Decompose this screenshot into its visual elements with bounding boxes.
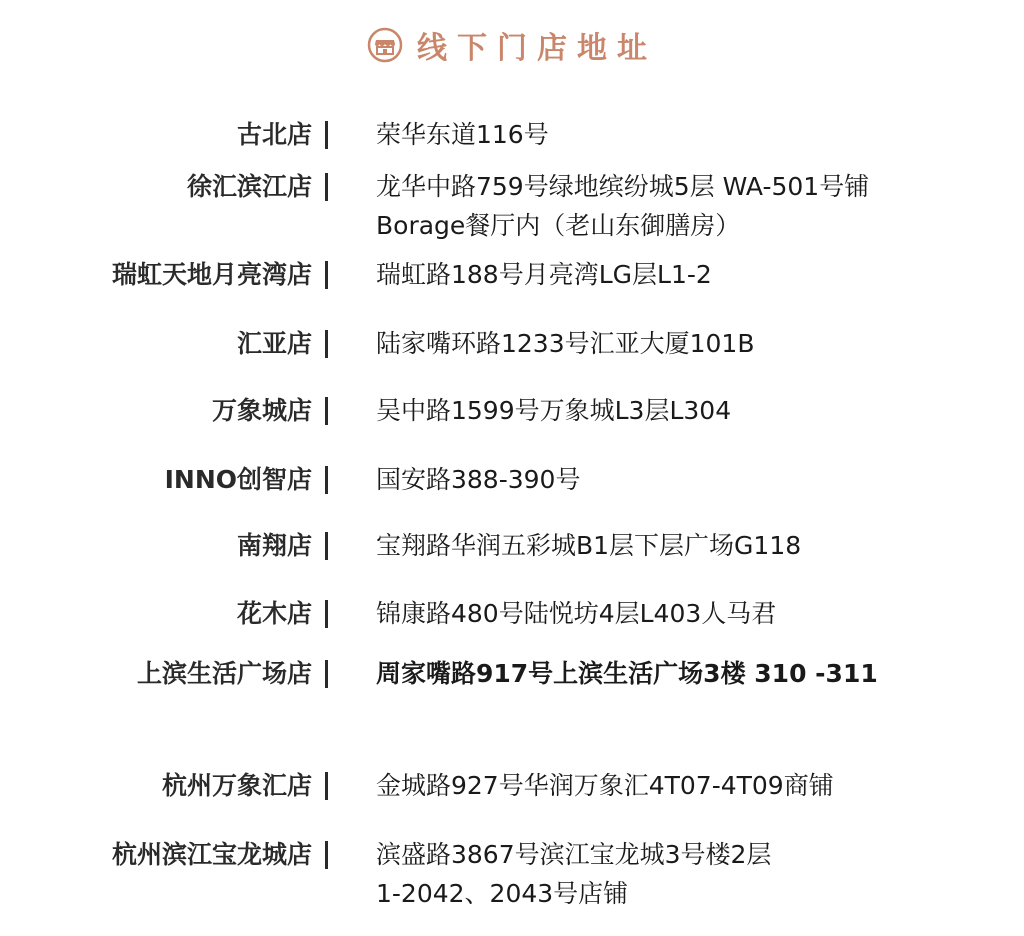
- address-line: 瑞虹路188号月亮湾LG层L1-2: [376, 260, 712, 289]
- separator: [325, 261, 328, 289]
- store-name: 南翔店: [236, 531, 312, 560]
- address-line: 滨盛路3867号滨江宝龙城3号楼2层: [376, 840, 772, 869]
- address-line: 周家嘴路917号上滨生活广场3楼 310 -311: [376, 659, 878, 688]
- separator: [325, 772, 328, 800]
- page-title: 线下门店地址: [417, 31, 657, 66]
- store-row-nanxiang: [0, 529, 1024, 569]
- separator: [325, 600, 328, 628]
- store-name: 瑞虹天地月亮湾店: [111, 260, 312, 289]
- store-name: 徐汇滨江店: [186, 172, 312, 201]
- address-line: 吴中路1599号万象城L3层L304: [376, 396, 732, 425]
- store-row-hangzhou-wanxianghui: [0, 769, 1024, 809]
- address-line: 陆家嘴环路1233号汇亚大厦101B: [376, 329, 755, 358]
- store-row-huiya: [0, 327, 1024, 367]
- store-row-huamu: [0, 597, 1024, 637]
- store-name: INNO创智店: [164, 465, 312, 494]
- address-line: 锦康路480号陆悦坊4层L403人马君: [376, 599, 777, 628]
- separator: [325, 841, 328, 869]
- store-row-xuhui-binjiang: [0, 170, 1024, 240]
- store-row-inno: [0, 463, 1024, 503]
- store-name: 万象城店: [211, 396, 312, 425]
- store-address: [376, 597, 776, 631]
- store-address: [376, 529, 801, 563]
- store-address: [376, 170, 869, 243]
- separator: [325, 660, 328, 688]
- store-row-gubei: [0, 118, 1024, 158]
- store-row-ruihong: [0, 258, 1024, 298]
- address-line: 龙华中路759号绿地缤纷城5层 WA-501号铺: [376, 172, 870, 201]
- store-address: [376, 769, 834, 803]
- separator: [325, 532, 328, 560]
- storefront-icon: [367, 27, 403, 63]
- separator: [325, 466, 328, 494]
- store-name: 古北店: [236, 120, 312, 149]
- separator: [325, 173, 328, 201]
- store-address: [376, 394, 731, 428]
- address-line: 金城路927号华润万象汇4T07-4T09商铺: [376, 771, 834, 800]
- store-address: [376, 118, 549, 152]
- store-address: [376, 463, 580, 497]
- address-line-2: Borage餐厅内（老山东御膳房）: [376, 211, 741, 240]
- separator: [325, 121, 328, 149]
- store-name: 花木店: [236, 599, 312, 628]
- store-name: 上滨生活广场店: [136, 659, 312, 688]
- store-row-shangbin: [0, 657, 1024, 697]
- store-address: [376, 657, 878, 691]
- address-line-2: 1-2042、2043号店铺: [376, 879, 629, 908]
- store-row-hangzhou-binjiang: [0, 838, 1024, 908]
- store-name: 汇亚店: [236, 329, 312, 358]
- separator: [325, 330, 328, 358]
- store-address: [376, 327, 755, 361]
- address-line: 宝翔路华润五彩城B1层下层广场G118: [376, 531, 802, 560]
- store-name: 杭州万象汇店: [161, 771, 312, 800]
- store-address: [376, 838, 771, 911]
- address-line: 荣华东道116号: [376, 120, 549, 149]
- page-header: [0, 20, 1024, 70]
- store-address: [376, 258, 712, 292]
- store-name: 杭州滨江宝龙城店: [111, 840, 312, 869]
- store-row-wanxiangcheng: [0, 394, 1024, 434]
- address-line: 国安路388-390号: [376, 465, 581, 494]
- separator: [325, 397, 328, 425]
